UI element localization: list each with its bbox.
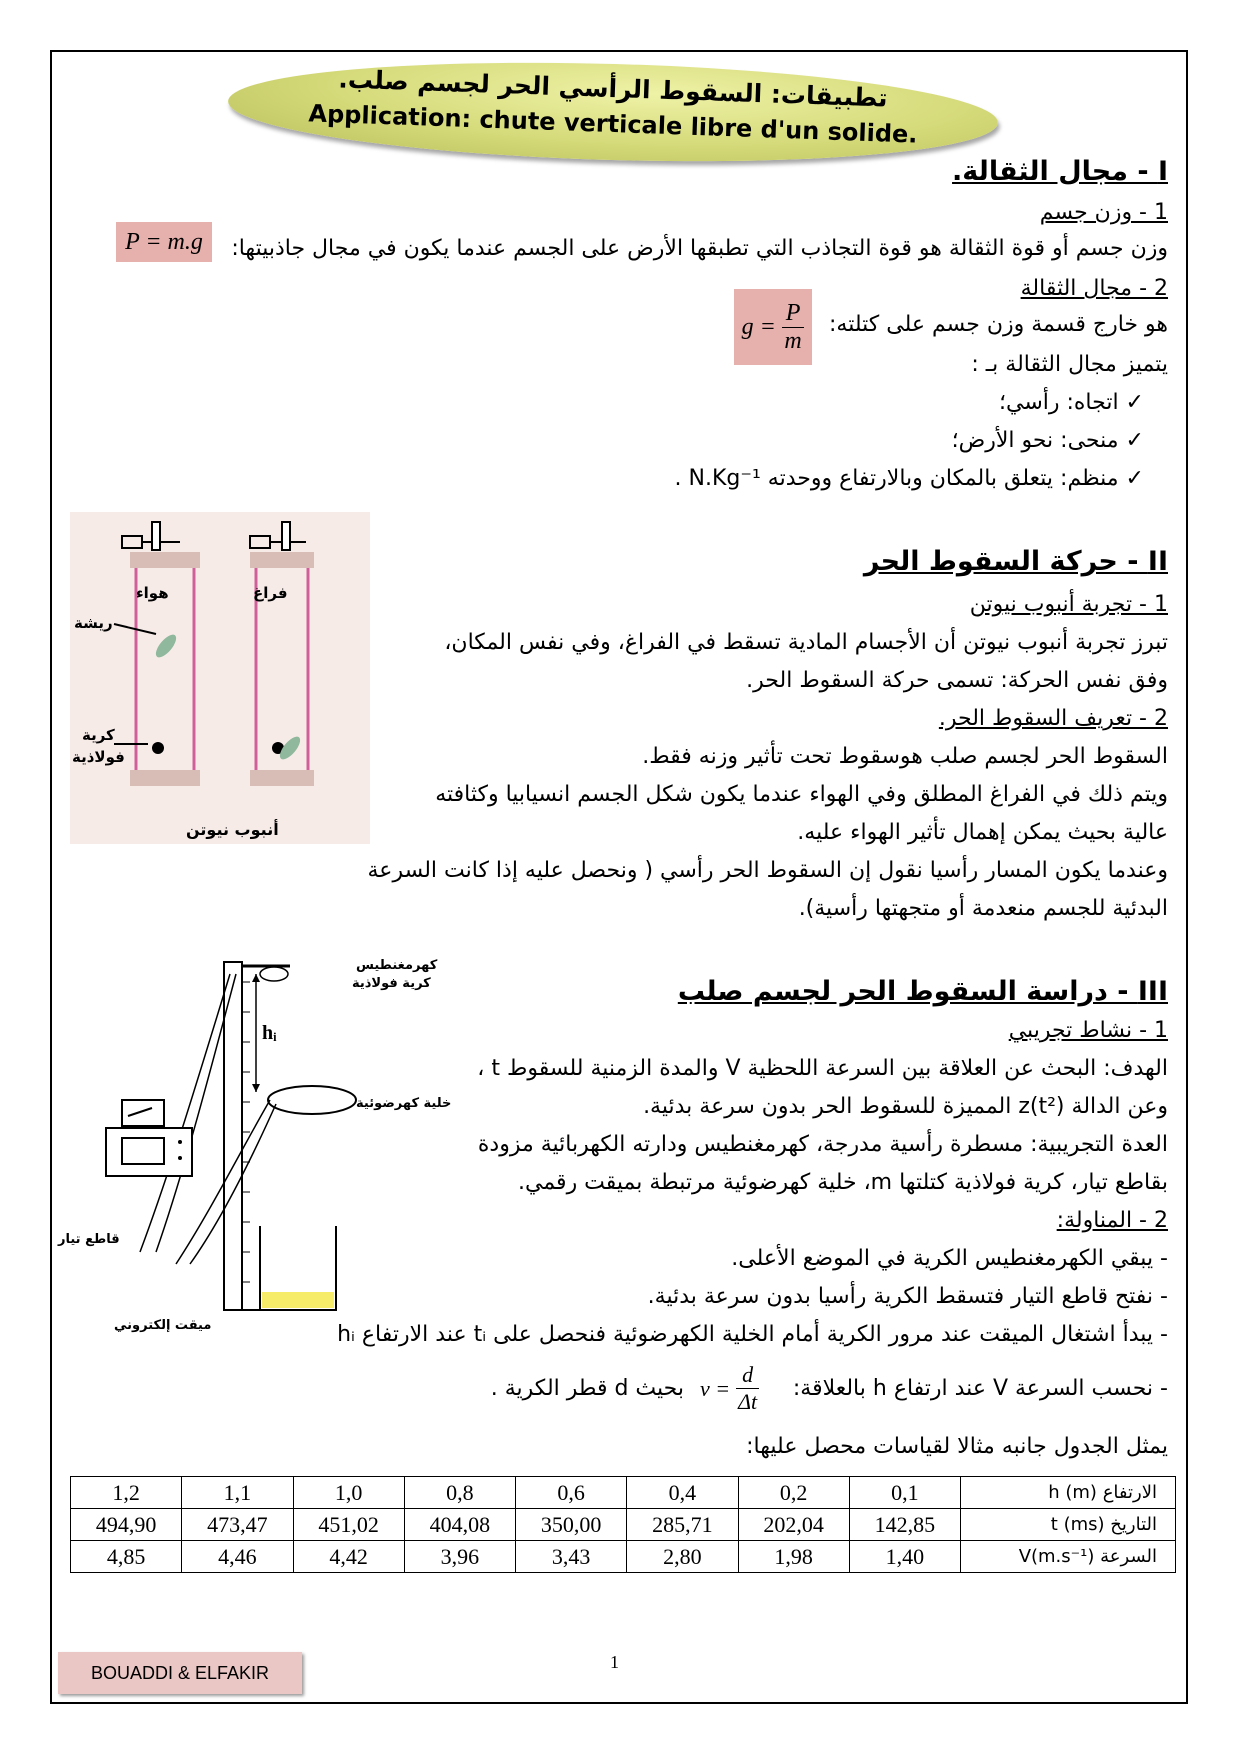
electromagnet-icon: [260, 967, 288, 981]
measurements-table: [70, 1476, 1176, 1573]
table-row-header: الارتفاع h (m): [961, 1477, 1176, 1509]
section-2-1-line-1: تبرز تجربة أنبوب نيوتن أن الأجسام المادية تسقط في الفراغ، وفي نفس المكان،: [444, 630, 1168, 655]
section-2-2-line-2: ويتم ذلك في الفراغ المطلق وفي الهواء عندما يكون شكل الجسم انسيابيا وكثافته: [435, 782, 1168, 807]
page-number: 1: [610, 1652, 619, 1672]
steel-ball-icon: [152, 742, 164, 754]
switch-icon: [122, 1100, 164, 1126]
section-2-heading: II - حركة السقوط الحر: [863, 546, 1168, 577]
steel-ball-label: كرية فولاذية: [352, 976, 431, 991]
table-cell: 0,2: [738, 1477, 849, 1509]
gravity-formula-num: P: [782, 300, 805, 328]
section-3-1-line-3: العدة التجريبية: مسطرة رأسية مدرجة، كهرمغنطيس ودارته الكهربائية مزودة: [477, 1132, 1168, 1157]
section-2-1-line-2: وفق نفس الحركة: تسمى حركة السقوط الحر.: [746, 668, 1168, 693]
table-cell: 350,00: [516, 1509, 627, 1541]
tube-vacuum-label: فراغ: [253, 584, 288, 602]
table-cell: 202,04: [738, 1509, 849, 1541]
section-2-1-heading: 1 - تجربة أنبوب نيوتن: [969, 592, 1168, 617]
table-intro: يمثل الجدول جانبه مثالا لقياسات محصل عليها:: [746, 1434, 1168, 1459]
procedure-step-1: - يبقي الكهرمغنطيس الكرية في الموضع الأعلى.: [731, 1246, 1168, 1271]
ball-label-2: فولاذية: [72, 748, 125, 766]
weight-formula-text: P = m.g: [125, 228, 203, 255]
newton-tube-figure: [70, 512, 370, 844]
table-cell: 0,6: [516, 1477, 627, 1509]
velocity-formula-num: d: [736, 1362, 759, 1389]
table-cell: 3,96: [404, 1541, 515, 1573]
electromagnet-label: كهرمغنطيس: [356, 958, 438, 973]
section-3-1-line-4: بقاطع تيار، كرية فولاذية كتلتها m، خلية كهرضوئية مرتبطة بميقت رقمي.: [518, 1170, 1168, 1195]
section-3-2-heading: 2 - المناولة:: [1056, 1208, 1168, 1233]
table-row-header: السرعة V(m.s⁻¹): [961, 1541, 1176, 1573]
table-row: [71, 1509, 1176, 1541]
gravity-bullet-2: ✓ منحى: نحو الأرض؛: [951, 428, 1144, 453]
height-label: hᵢ: [262, 1022, 277, 1044]
table-cell: 451,02: [293, 1509, 404, 1541]
authors-badge: [58, 1652, 302, 1694]
table-cell: 285,71: [627, 1509, 738, 1541]
section-2-2-heading: 2 - تعريف السقوط الحر.: [938, 706, 1168, 731]
gravity-formula-lhs: g =: [741, 313, 776, 340]
photocell-icon: [268, 1086, 356, 1114]
section-2-2-line-4: وعندما يكون المسار رأسيا نقول إن السقوط الحر رأسي ( ونحصل عليه إذا كانت السرعة: [367, 858, 1168, 883]
section-2-2-line-1: السقوط الحر لجسم صلب هوسقوط تحت تأثير وزنه فقط.: [642, 744, 1168, 769]
table-cell: 4,42: [293, 1541, 404, 1573]
section-2-2-line-3: عالية بحيث يمكن إهمال تأثير الهواء عليه.: [797, 820, 1168, 845]
table-cell: 1,0: [293, 1477, 404, 1509]
table-cell: 1,2: [71, 1477, 182, 1509]
free-fall-setup-figure: [100, 952, 480, 1322]
table-cell: 4,46: [182, 1541, 293, 1573]
table-cell: 1,40: [849, 1541, 960, 1573]
timer-label: ميقت إلكتروني: [114, 1318, 212, 1333]
graduated-ruler: [224, 962, 242, 1310]
section-1-2-heading: 2 - مجال الثقالة: [1020, 276, 1168, 301]
table-cell: 0,1: [849, 1477, 960, 1509]
title-french: Application: chute verticale libre d'un solide.: [308, 99, 918, 149]
section-1-1-heading: 1 - وزن جسم: [1039, 200, 1168, 225]
table-cell: 3,43: [516, 1541, 627, 1573]
velocity-formula-den: Δt: [738, 1389, 758, 1414]
gravity-bullet-3: ✓ منظم: يتعلق بالمكان وبالارتفاع ووحدته N.Kg⁻¹ .: [674, 466, 1144, 491]
switch-label: قاطع تيار: [58, 1232, 120, 1247]
table-cell: 1,1: [182, 1477, 293, 1509]
ball-label-1: كرية: [82, 726, 115, 744]
authors-text: BOUADDI & ELFAKIR: [90, 1662, 270, 1683]
velocity-formula-lhs: v =: [700, 1375, 731, 1401]
gravity-bullet-1: ✓ اتجاه: رأسي؛: [998, 390, 1144, 415]
table-cell: 494,90: [71, 1509, 182, 1541]
section-3-1-heading: 1 - نشاط تجريبي: [1008, 1018, 1168, 1043]
procedure-step-4: - نحسب السرعة V عند ارتفاع h بالعلاقة:: [792, 1376, 1168, 1401]
section-3-1-line-2: وعن الدالة z(t²) المميزة للسقوط الحر بدون سرعة بدئية.: [643, 1094, 1168, 1119]
table-row: [71, 1541, 1176, 1573]
title-arabic: تطبيقات: السقوط الرأسي الحر لجسم صلب.: [337, 64, 889, 113]
feather-label: ريشة: [74, 614, 113, 632]
section-3-1-line-1: الهدف: البحث عن العلاقة بين السرعة اللحظية V والمدة الزمنية للسقوط t ،: [477, 1056, 1168, 1081]
table-cell: 0,4: [627, 1477, 738, 1509]
table-cell: 4,85: [71, 1541, 182, 1573]
gravity-formula-den: m: [784, 327, 802, 354]
tube-air-label: هواء: [136, 584, 169, 602]
velocity-formula: [700, 1362, 759, 1415]
table-cell: 2,80: [627, 1541, 738, 1573]
procedure-step-2: - نفتح قاطع التيار فتسقط الكرية رأسيا بدون سرعة بدئية.: [647, 1284, 1168, 1309]
gravity-intro: يتميز مجال الثقالة بـ :: [971, 352, 1168, 377]
gravity-formula: [734, 289, 812, 365]
table-row: [71, 1477, 1176, 1509]
section-1-2-text: هو خارج قسمة وزن جسم على كتلته:: [829, 312, 1168, 337]
section-2-2-line-5: البدئية للجسم منعدمة أو متجهتها رأسية).: [798, 896, 1168, 921]
procedure-step-4-end: بحيث d قطر الكرية .: [490, 1376, 684, 1401]
section-3-heading: III - دراسة السقوط الحر لجسم صلب: [677, 976, 1168, 1007]
section-1-heading: I - مجال الثقالة.: [952, 156, 1168, 187]
table-cell: 0,8: [404, 1477, 515, 1509]
table-cell: 473,47: [182, 1509, 293, 1541]
photocell-label: خلية كهرضوئية: [356, 1096, 452, 1111]
table-cell: 404,08: [404, 1509, 515, 1541]
procedure-step-3: - يبدأ اشتغال الميقت عند مرور الكرية أمام الخلية الكهرضوئية فنحصل على tᵢ عند الارتفاع hᵢ: [337, 1322, 1168, 1347]
section-1-1-text: وزن جسم أو قوة الثقالة هو قوة التجاذب التي تطبقها الأرض على الجسم عندما يكون في مجال جاذبيتها:: [231, 236, 1168, 261]
weight-formula: [116, 222, 212, 262]
newton-tube-caption: أنبوب نيوتن: [186, 820, 279, 839]
table-cell: 142,85: [849, 1509, 960, 1541]
table-row-header: التاريخ t (ms): [961, 1509, 1176, 1541]
table-cell: 1,98: [738, 1541, 849, 1573]
